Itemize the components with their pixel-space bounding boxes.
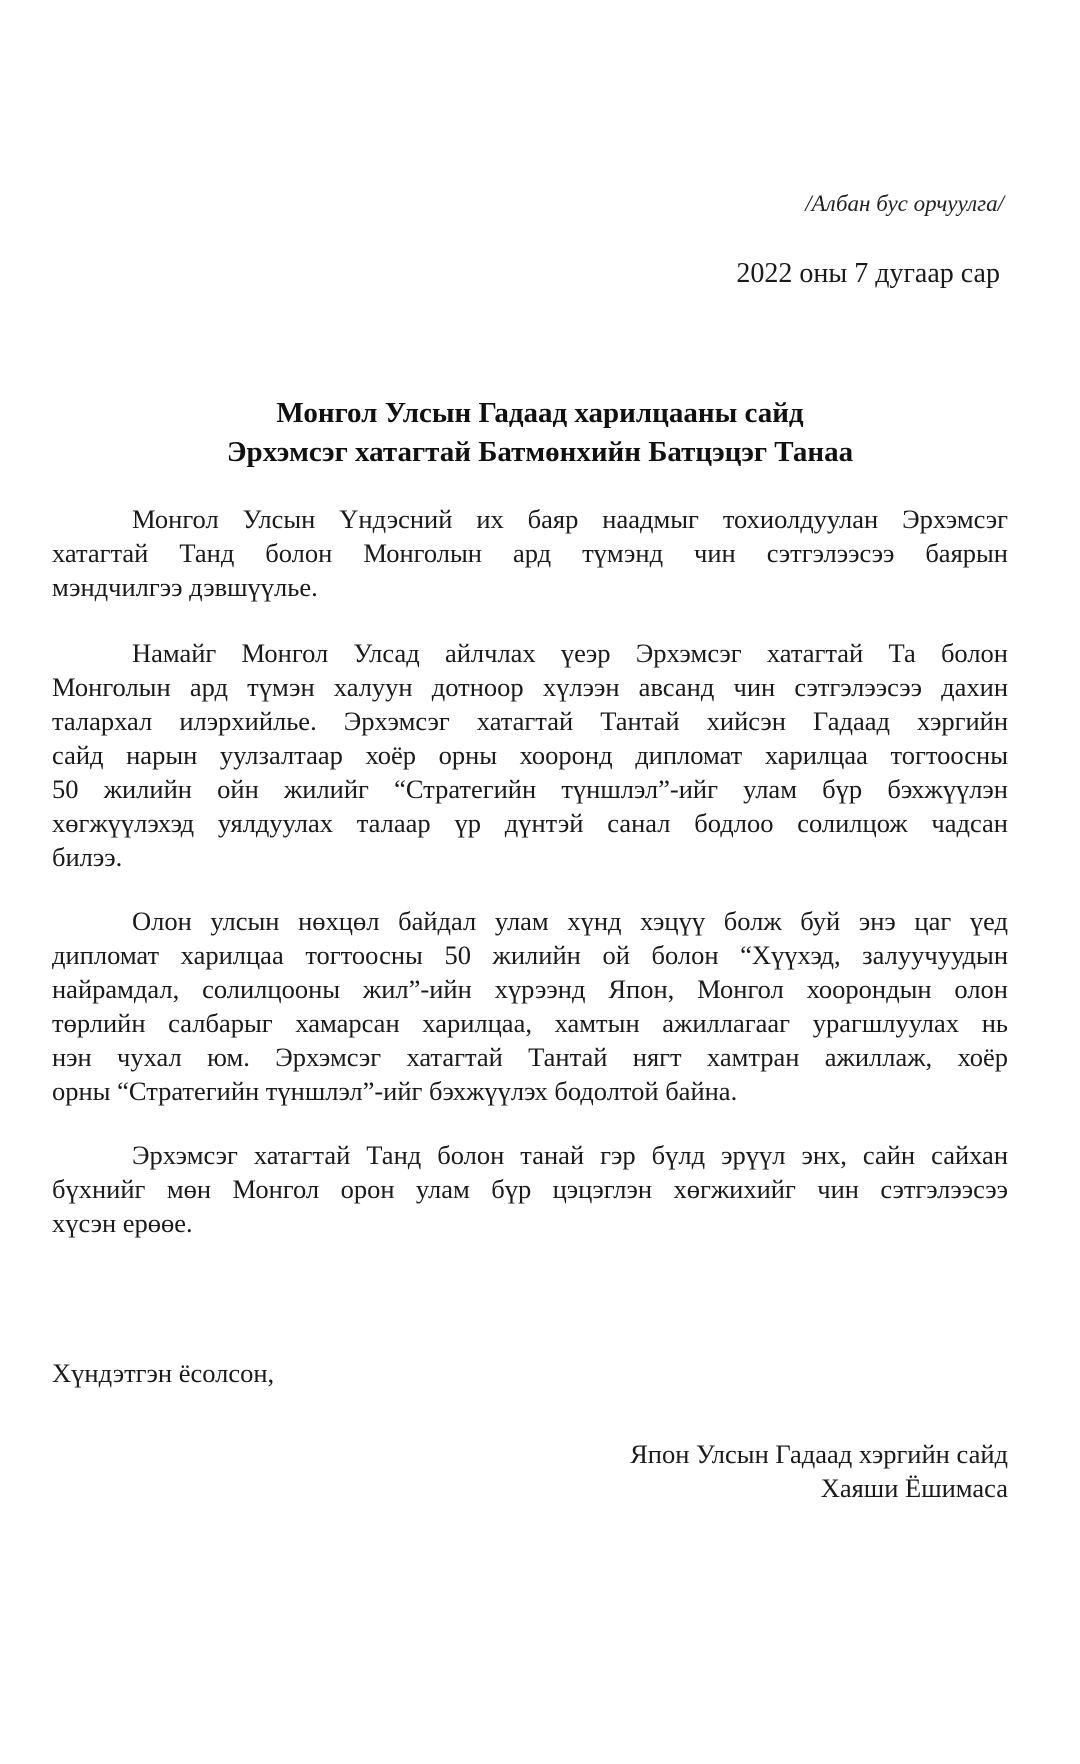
paragraph-line: төрлийн салбарыг хамарсан харилцаа, хамтын ажиллагааг урагшлуулах нь bbox=[52, 1008, 1008, 1038]
paragraph-line: орны “Стратегийн түншлэл”-ийг бэхжүүлэх бодолтой байна. bbox=[52, 1076, 738, 1106]
paragraph-line: хөгжүүлэхэд уялдуулах талаар үр дүнтэй санал бодлоо солилцож чадсан bbox=[52, 808, 1008, 838]
paragraph-line: Намайг Монгол Улсад айлчлах үеэр Эрхэмсэг хатагтай Та болон bbox=[132, 638, 1008, 668]
paragraph-line: нэн чухал юм. Эрхэмсэг хатагтай Тантай нягт хамтран ажиллаж, хоёр bbox=[52, 1042, 1008, 1072]
paragraph-line: хүсэн ерөөе. bbox=[52, 1208, 193, 1238]
paragraph-1 bbox=[52, 502, 1008, 604]
paragraph-line: мэндчилгээ дэвшүүлье. bbox=[52, 572, 318, 602]
paragraph-line: талархал илэрхийлье. Эрхэмсэг хатагтай Тантай хийсэн Гадаад хэргийн bbox=[52, 706, 1008, 736]
unofficial-translation-note: /Албан бус орчуулга/ bbox=[805, 191, 1004, 216]
paragraph-line: Монголын ард түмэн халуун дотноор хүлээн авсанд чин сэтгэлээсээ дахин bbox=[52, 672, 1008, 702]
paragraph-line: билээ. bbox=[52, 842, 123, 872]
paragraph-line: найрамдал, солилцооны жил”-ийн хүрээнд Япон, Монгол хоорондын олон bbox=[52, 974, 1008, 1004]
paragraph-line: сайд нарын уулзалтаар хоёр орны хооронд дипломат харилцаа тогтоосны bbox=[52, 740, 1008, 770]
closing-salutation: Хүндэтгэн ёсолсон, bbox=[52, 1358, 275, 1388]
letter-heading bbox=[0, 394, 1080, 472]
paragraph-line: Эрхэмсэг хатагтай Танд болон танай гэр бүлд эрүүл энх, сайн сайхан bbox=[132, 1140, 1008, 1170]
paragraph-3 bbox=[52, 904, 1008, 1108]
signature-block bbox=[630, 1437, 1008, 1505]
heading-line: Эрхэмсэг хатагтай Батмөнхийн Батцэцэг Танаа bbox=[226, 436, 854, 468]
signatory-title: Япон Улсын Гадаад хэргийн сайд bbox=[630, 1439, 1008, 1469]
paragraph-line: Монгол Улсын Үндэсний их баяр наадмыг тохиолдуулан Эрхэмсэг bbox=[132, 504, 1008, 534]
paragraph-line: хатагтай Танд болон Монголын ард түмэнд чин сэтгэлээсээ баярын bbox=[52, 538, 1008, 568]
letter-date: 2022 оны 7 дугаар сар bbox=[736, 258, 1000, 289]
signatory-name: Хаяши Ёшимаса bbox=[820, 1473, 1008, 1503]
paragraph-line: бүхнийг мөн Монгол орон улам бүр цэцэглэн хөгжихийг чин сэтгэлээсээ bbox=[52, 1174, 1008, 1204]
paragraph-line: дипломат харилцаа тогтоосны 50 жилийн ой болон “Хүүхэд, залуучуудын bbox=[52, 940, 1008, 970]
paragraph-2 bbox=[52, 636, 1008, 874]
heading-line: Монгол Улсын Гадаад харилцааны сайд bbox=[276, 397, 804, 429]
paragraph-4 bbox=[52, 1138, 1008, 1240]
paragraph-line: Олон улсын нөхцөл байдал улам хүнд хэцүү болж буй энэ цаг үед bbox=[132, 906, 1008, 936]
paragraph-line: 50 жилийн ойн жилийг “Стратегийн түншлэл”-ийг улам бүр бэхжүүлэн bbox=[52, 774, 1008, 804]
